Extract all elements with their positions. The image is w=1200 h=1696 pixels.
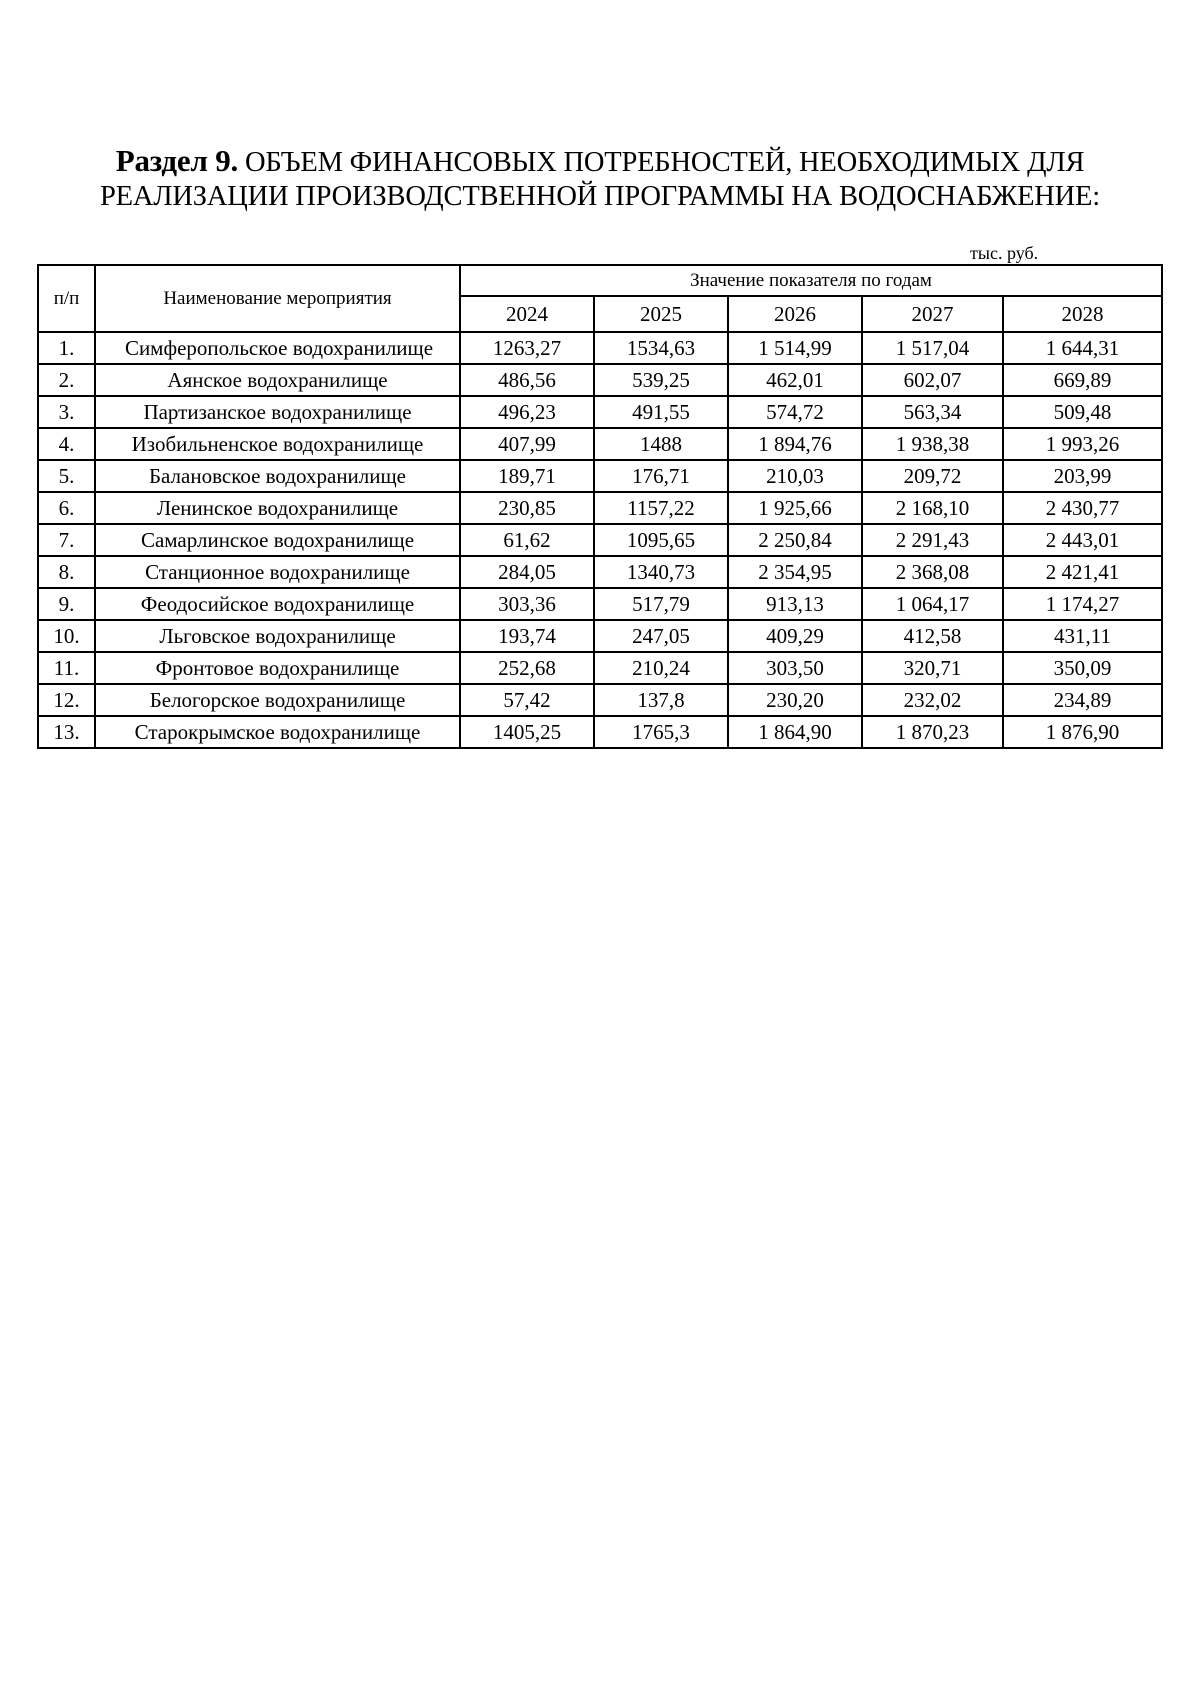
value-cell: 1 517,04 <box>862 332 1003 364</box>
measure-name-cell: Белогорское водохранилище <box>95 684 460 716</box>
value-cell: 230,85 <box>460 492 594 524</box>
value-cell: 350,09 <box>1003 652 1162 684</box>
title-line-1 <box>60 144 1140 180</box>
row-number-cell: 12. <box>38 684 95 716</box>
header-year: 2025 <box>594 296 728 332</box>
title-line-2: РЕАЛИЗАЦИИ ПРОИЗВОДСТВЕННОЙ ПРОГРАММЫ НА ВОДОСНАБЖЕНИЕ: <box>100 181 1100 212</box>
value-cell: 252,68 <box>460 652 594 684</box>
measure-name-cell: Симферопольское водохранилище <box>95 332 460 364</box>
value-cell: 1340,73 <box>594 556 728 588</box>
row-number-cell: 6. <box>38 492 95 524</box>
value-cell: 303,36 <box>460 588 594 620</box>
table-row <box>38 588 1162 620</box>
value-cell: 1157,22 <box>594 492 728 524</box>
table-row <box>38 460 1162 492</box>
row-number-cell: 5. <box>38 460 95 492</box>
value-cell: 57,42 <box>460 684 594 716</box>
value-cell: 189,71 <box>460 460 594 492</box>
measure-name-cell: Партизанское водохранилище <box>95 396 460 428</box>
header-year-group: Значение показателя по годам <box>460 265 1162 296</box>
document-title <box>60 144 1140 214</box>
table-row <box>38 428 1162 460</box>
value-cell: 2 250,84 <box>728 524 862 556</box>
value-cell: 574,72 <box>728 396 862 428</box>
unit-label: тыс. руб. <box>970 243 1039 263</box>
value-cell: 61,62 <box>460 524 594 556</box>
finance-table <box>37 264 1163 749</box>
value-cell: 2 421,41 <box>1003 556 1162 588</box>
row-number-cell: 7. <box>38 524 95 556</box>
value-cell: 409,29 <box>728 620 862 652</box>
row-number-cell: 9. <box>38 588 95 620</box>
value-cell: 913,13 <box>728 588 862 620</box>
table-row <box>38 332 1162 364</box>
row-number-cell: 3. <box>38 396 95 428</box>
value-cell: 1095,65 <box>594 524 728 556</box>
value-cell: 230,20 <box>728 684 862 716</box>
row-number-cell: 4. <box>38 428 95 460</box>
section-label: Раздел 9. <box>115 143 239 178</box>
measure-name-cell: Ленинское водохранилище <box>95 492 460 524</box>
value-cell: 1 870,23 <box>862 716 1003 748</box>
value-cell: 1 894,76 <box>728 428 862 460</box>
value-cell: 303,50 <box>728 652 862 684</box>
value-cell: 1 064,17 <box>862 588 1003 620</box>
table-row <box>38 556 1162 588</box>
value-cell: 1 876,90 <box>1003 716 1162 748</box>
value-cell: 176,71 <box>594 460 728 492</box>
value-cell: 320,71 <box>862 652 1003 684</box>
value-cell: 2 291,43 <box>862 524 1003 556</box>
measure-name-cell: Станционное водохранилище <box>95 556 460 588</box>
value-cell: 209,72 <box>862 460 1003 492</box>
value-cell: 602,07 <box>862 364 1003 396</box>
table-row <box>38 364 1162 396</box>
value-cell: 1765,3 <box>594 716 728 748</box>
value-cell: 2 430,77 <box>1003 492 1162 524</box>
value-cell: 486,56 <box>460 364 594 396</box>
value-cell: 517,79 <box>594 588 728 620</box>
value-cell: 462,01 <box>728 364 862 396</box>
value-cell: 491,55 <box>594 396 728 428</box>
value-cell: 1 993,26 <box>1003 428 1162 460</box>
value-cell: 1534,63 <box>594 332 728 364</box>
value-cell: 1 174,27 <box>1003 588 1162 620</box>
measure-name-cell: Балановское водохранилище <box>95 460 460 492</box>
table-row <box>38 716 1162 748</box>
value-cell: 210,03 <box>728 460 862 492</box>
value-cell: 669,89 <box>1003 364 1162 396</box>
row-number-cell: 1. <box>38 332 95 364</box>
row-number-cell: 8. <box>38 556 95 588</box>
value-cell: 193,74 <box>460 620 594 652</box>
value-cell: 539,25 <box>594 364 728 396</box>
header-year: 2024 <box>460 296 594 332</box>
measure-name-cell: Изобильненское водохранилище <box>95 428 460 460</box>
value-cell: 284,05 <box>460 556 594 588</box>
value-cell: 2 354,95 <box>728 556 862 588</box>
value-cell: 247,05 <box>594 620 728 652</box>
title-text-1: ОБЪЕМ ФИНАНСОВЫХ ПОТРЕБНОСТЕЙ, НЕОБХОДИМЫХ ДЛЯ <box>245 147 1085 178</box>
value-cell: 1488 <box>594 428 728 460</box>
table-row <box>38 684 1162 716</box>
measure-name-cell: Фронтовое водохранилище <box>95 652 460 684</box>
table-row <box>38 492 1162 524</box>
value-cell: 407,99 <box>460 428 594 460</box>
value-cell: 2 368,08 <box>862 556 1003 588</box>
value-cell: 1263,27 <box>460 332 594 364</box>
value-cell: 234,89 <box>1003 684 1162 716</box>
row-number-cell: 2. <box>38 364 95 396</box>
header-year: 2026 <box>728 296 862 332</box>
measure-name-cell: Аянское водохранилище <box>95 364 460 396</box>
value-cell: 412,58 <box>862 620 1003 652</box>
value-cell: 203,99 <box>1003 460 1162 492</box>
measure-name-cell: Льговское водохранилище <box>95 620 460 652</box>
row-number-cell: 10. <box>38 620 95 652</box>
value-cell: 1405,25 <box>460 716 594 748</box>
table-row <box>38 620 1162 652</box>
value-cell: 1 938,38 <box>862 428 1003 460</box>
value-cell: 496,23 <box>460 396 594 428</box>
value-cell: 509,48 <box>1003 396 1162 428</box>
measure-name-cell: Старокрымское водохранилище <box>95 716 460 748</box>
header-row-number: п/п <box>38 265 95 332</box>
value-cell: 2 168,10 <box>862 492 1003 524</box>
value-cell: 563,34 <box>862 396 1003 428</box>
row-number-cell: 13. <box>38 716 95 748</box>
value-cell: 232,02 <box>862 684 1003 716</box>
table-row <box>38 652 1162 684</box>
row-number-cell: 11. <box>38 652 95 684</box>
value-cell: 431,11 <box>1003 620 1162 652</box>
header-year: 2028 <box>1003 296 1162 332</box>
value-cell: 1 864,90 <box>728 716 862 748</box>
header-measure-name: Наименование мероприятия <box>95 265 460 332</box>
value-cell: 137,8 <box>594 684 728 716</box>
measure-name-cell: Самарлинское водохранилище <box>95 524 460 556</box>
table-row <box>38 524 1162 556</box>
value-cell: 1 925,66 <box>728 492 862 524</box>
value-cell: 210,24 <box>594 652 728 684</box>
measure-name-cell: Феодосийское водохранилище <box>95 588 460 620</box>
table-row <box>38 396 1162 428</box>
value-cell: 2 443,01 <box>1003 524 1162 556</box>
header-year: 2027 <box>862 296 1003 332</box>
value-cell: 1 644,31 <box>1003 332 1162 364</box>
value-cell: 1 514,99 <box>728 332 862 364</box>
